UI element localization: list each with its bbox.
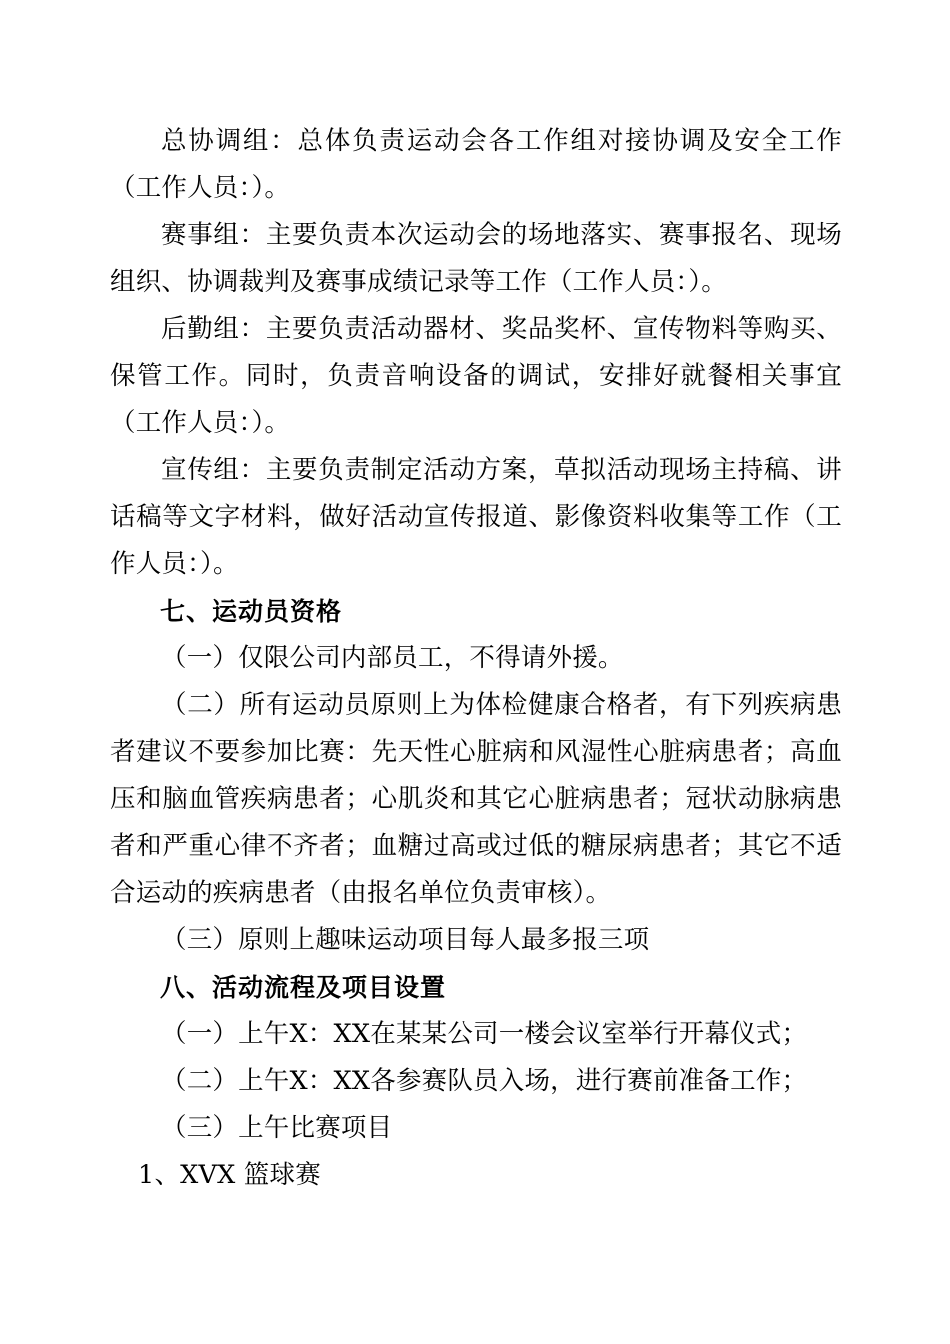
para-flow-2: （二）上午X：XX各参赛队员入场，进行赛前准备工作； — [161, 1066, 808, 1096]
para-qualification-1: （一）仅限公司内部员工，不得请外援。 — [161, 643, 624, 673]
heading-activity-flow: 八、活动流程及项目设置 — [160, 973, 447, 1002]
para-qualification-2: （二）所有运动员原则上为体检健康合格者，有下列疾病患者建议不要参加比赛：先天性心脏病和风湿性心脏病患者；高血压和脑血管疾病患者；心肌炎和其它心脏病患者；冠状动脉病患者和严重心律不齐者；血糖过高或过低的糖尿病患者；其它不适合运动的疾病患者（由报名单位负责审核）。 — [110, 690, 842, 908]
para-qualification-3: （三）原则上趣味运动项目每人最多报三项 — [161, 925, 650, 955]
para-coordination-group: 总协调组：总体负责运动会各工作组对接协调及安全工作（工作人员：）。 — [110, 126, 842, 203]
para-flow-1: （一）上午X：XX在某某公司一楼会议室举行开幕仪式； — [161, 1019, 808, 1049]
document-body — [110, 118, 842, 1199]
list-item-basketball: 1、XVX 篮球赛 — [138, 1160, 321, 1190]
para-flow-3: （三）上午比赛项目 — [161, 1113, 393, 1143]
para-logistics-group: 后勤组：主要负责活动器材、奖品奖杯、宣传物料等购买、保管工作。同时，负责音响设备的调试，安排好就餐相关事宜（工作人员：）。 — [110, 314, 842, 438]
heading-athlete-qualification: 七、运动员资格 — [160, 597, 343, 626]
para-publicity-group: 宣传组：主要负责制定活动方案，草拟活动现场主持稿、讲话稿等文字材料，做好活动宣传报道、影像资料收集等工作（工作人员：）。 — [110, 455, 842, 579]
para-event-group: 赛事组：主要负责本次运动会的场地落实、赛事报名、现场组织、协调裁判及赛事成绩记录等工作（工作人员：）。 — [110, 220, 842, 297]
